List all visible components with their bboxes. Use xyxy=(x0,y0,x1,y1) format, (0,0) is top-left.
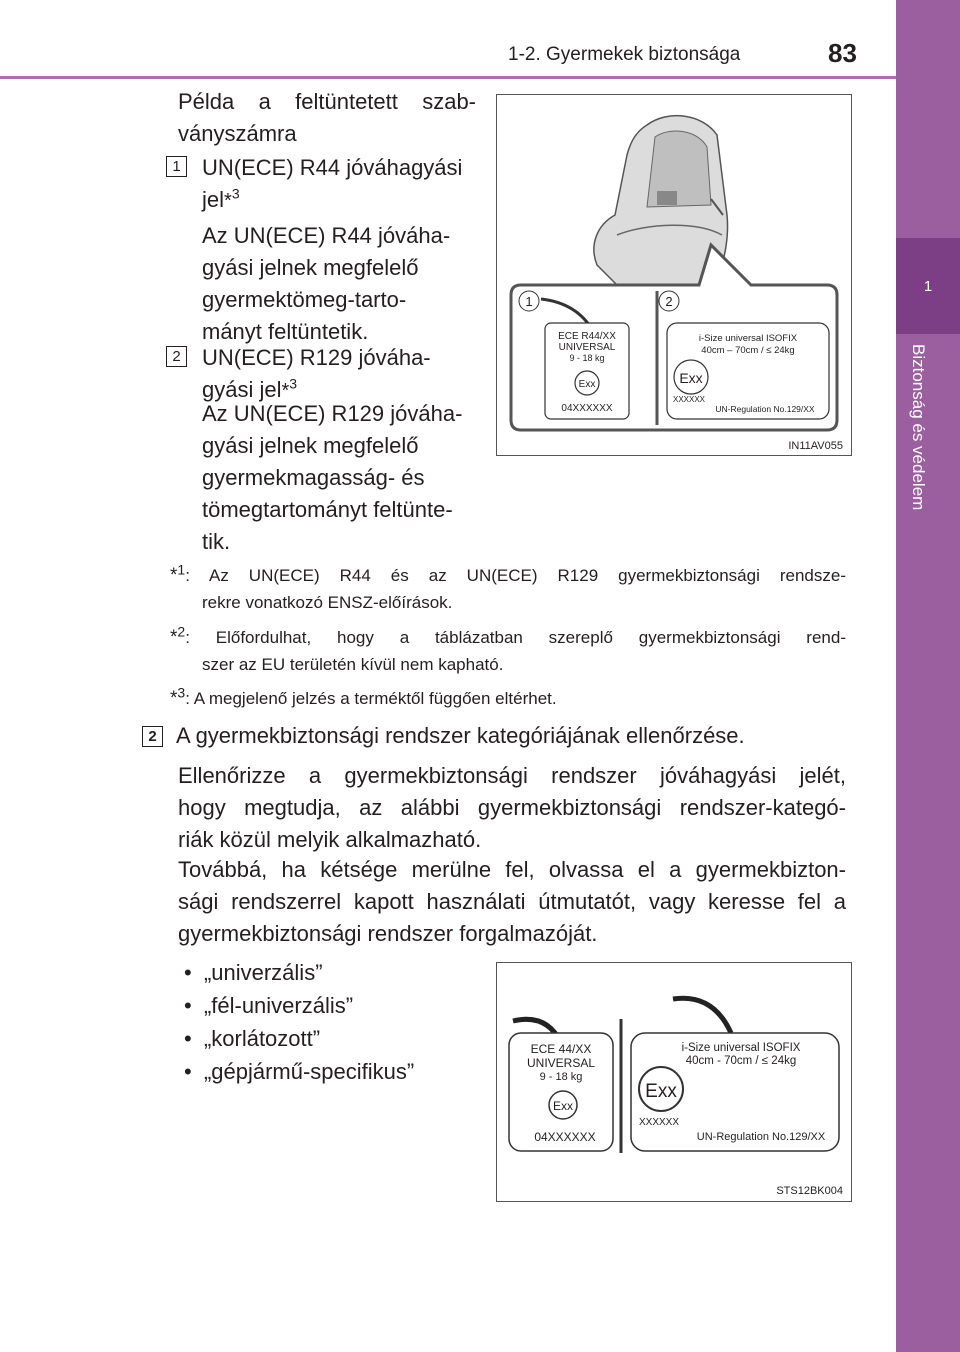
category-label: „gépjármű-specifikus” xyxy=(203,1059,415,1084)
r129-regulation: UN-Regulation No.129/XX xyxy=(715,404,815,414)
list-item: • „gépjármű-specifikus” xyxy=(184,1059,415,1084)
item1-title-line2 xyxy=(202,184,240,217)
r129-regulation: UN-Regulation No.129/XX xyxy=(696,1131,826,1143)
paragraph-line: hogy megtudja, az alábbi gyermekbiztonsági rendszer-kategó- xyxy=(178,795,846,820)
r44-label-line1: ECE 44/XX xyxy=(530,1042,592,1056)
r129-e-mark: Exx xyxy=(645,1081,677,1102)
r44-label-line3: 9 - 18 kg xyxy=(539,1071,583,1083)
item1-desc-line: mányt feltüntetik. xyxy=(202,319,369,344)
footnote-star-icon: * xyxy=(224,190,232,212)
footnote-1-text: Az UN(ECE) R44 és az UN(ECE) R129 gyermekbiztonsági rendsze- xyxy=(208,566,846,585)
r44-e-mark: Exx xyxy=(578,379,596,390)
step-paragraph-2 xyxy=(178,854,846,950)
item1-footnote-ref: 3 xyxy=(231,185,240,202)
r44-label-line2: UNIVERSAL xyxy=(526,1056,596,1070)
paragraph-line: Ellenőrizze a gyermekbiztonsági rendszer jóváhagyási jelét, xyxy=(178,763,846,788)
category-label: „univerzális” xyxy=(203,960,323,985)
footnote-star-icon: * xyxy=(170,627,178,648)
header-rule xyxy=(0,76,896,79)
example-intro-line1: Példa a feltüntetett szab- xyxy=(178,89,476,114)
r44-approval-number: 04XXXXXX xyxy=(561,403,613,414)
footnote-2-line2: szer az EU területén kívül nem kapható. xyxy=(202,655,504,674)
footnote-2-mark: 2 xyxy=(177,623,186,640)
footnote-3: *$^3$: A megjelenő jelzés a terméktől függően eltérhet. xyxy=(170,684,557,709)
paragraph-line: gyermekbiztonsági rendszer forgalmazóját. xyxy=(178,921,598,946)
figure-seat-labels-drawing xyxy=(497,95,851,455)
category-label: „fél-univerzális” xyxy=(203,993,354,1018)
r129-e-mark: Exx xyxy=(679,370,703,386)
r129-label-line2: 40cm - 70cm / ≤ 24kg xyxy=(685,1055,797,1067)
r44-label-line1: ECE R44/XX xyxy=(558,331,616,342)
step-paragraph-1 xyxy=(178,760,846,856)
item1-title-line1: UN(ECE) R44 jóváhagyási xyxy=(202,155,463,180)
item1-desc-line: gyási jelnek megfelelő xyxy=(202,255,419,280)
step-number-box: 2 xyxy=(142,726,163,747)
chapter-side-tab xyxy=(896,0,960,1352)
footnote-1-line2: rekre vonatkozó ENSZ-előírások. xyxy=(202,593,453,612)
item2-footnote-ref: 3 xyxy=(289,375,298,392)
r44-approval-number: 04XXXXXX xyxy=(534,1130,596,1144)
category-list xyxy=(184,956,414,1088)
example-intro-line2: ványszámra xyxy=(178,121,297,146)
r129-label-line1: i-Size universal ISOFIX xyxy=(698,333,798,344)
page-number: 83 xyxy=(828,38,857,68)
item2-marker: 2 xyxy=(166,346,187,367)
r129-approval-number: XXXXXX xyxy=(638,1117,680,1128)
item1-description xyxy=(202,220,450,348)
figure1-code: IN11AV055 xyxy=(788,440,843,452)
r129-approval-number: XXXXXX xyxy=(672,395,706,404)
step-heading: A gyermekbiztonsági rendszer kategóriájának ellenőrzése. xyxy=(176,723,745,748)
item2-title-line1: UN(ECE) R129 jóváha- xyxy=(202,345,431,370)
figure2-code: STS12BK004 xyxy=(776,1185,843,1197)
item1-desc-line: Az UN(ECE) R44 jóváha- xyxy=(202,223,451,248)
footnote-star-icon: * xyxy=(170,688,178,709)
item2-desc-line: tömegtartományt feltünte- xyxy=(202,497,453,522)
item2-desc-line: gyermekmagasság- és xyxy=(202,465,425,490)
item2-desc-line: gyási jelnek megfelelő xyxy=(202,433,419,458)
header-section-title: 1-2. Gyermekek biztonsága xyxy=(508,44,741,65)
item2-desc-line: tik. xyxy=(202,529,231,554)
r44-label-line2: UNIVERSAL xyxy=(558,342,616,353)
footnote-3-text: A megjelenő jelzés a terméktől függően eltérhet. xyxy=(193,689,557,708)
figure-seat-labels xyxy=(496,94,852,456)
list-item: • „korlátozott” xyxy=(184,1026,321,1051)
figure-label-examples xyxy=(496,962,852,1202)
item2-title-text: gyási jel xyxy=(202,377,282,402)
paragraph-line: Továbbá, ha kétsége merülne fel, olvassa el a gyermekbizton- xyxy=(178,857,846,882)
paragraph-line: riák közül melyik alkalmazható. xyxy=(178,827,482,852)
footnote-star-icon: * xyxy=(281,380,290,402)
callout-1: 1 xyxy=(525,294,533,309)
r44-label-line3: 9 - 18 kg xyxy=(569,353,605,363)
footnote-2-text: Előfordulhat, hogy a táblázatban szereplő gyermekbiztonsági rend- xyxy=(215,628,846,647)
footnote-3-mark: 3 xyxy=(177,684,186,701)
item2-description xyxy=(202,398,462,558)
item1-title-text: jel xyxy=(202,187,225,212)
r129-label-line1: i-Size universal ISOFIX xyxy=(681,1042,801,1054)
figure-label-examples-drawing xyxy=(497,963,851,1201)
r129-label-line2: 40cm – 70cm / ≤ 24kg xyxy=(701,345,795,356)
item1-marker: 1 xyxy=(166,156,187,177)
footnote-2-line1: *$^2$: Előfordulhat, hogy a táblázatban szereplő gyermekbiztonsági rend- xyxy=(170,623,846,648)
r44-e-mark: Exx xyxy=(552,1099,574,1113)
chapter-title: Biztonság és védelem xyxy=(909,344,928,511)
footnote-star-icon: * xyxy=(170,565,178,586)
footnote-1-mark: 1 xyxy=(177,561,186,578)
item2-desc-line: Az UN(ECE) R129 jóváha- xyxy=(202,401,463,426)
paragraph-line: sági rendszerrel kapott használati útmutatót, vagy keresse fel a xyxy=(178,889,846,914)
footnote-1-line1: *$^1$: Az UN(ECE) R44 és az UN(ECE) R129 gyermekbiztonsági rendsze- xyxy=(170,561,846,586)
list-item: • „fél-univerzális” xyxy=(184,993,354,1018)
category-label: „korlátozott” xyxy=(203,1026,321,1051)
chapter-number: 1 xyxy=(896,238,960,334)
callout-2: 2 xyxy=(665,294,673,309)
list-item: • „univerzális” xyxy=(184,960,323,985)
item1-desc-line: gyermektömeg-tarto- xyxy=(202,287,407,312)
